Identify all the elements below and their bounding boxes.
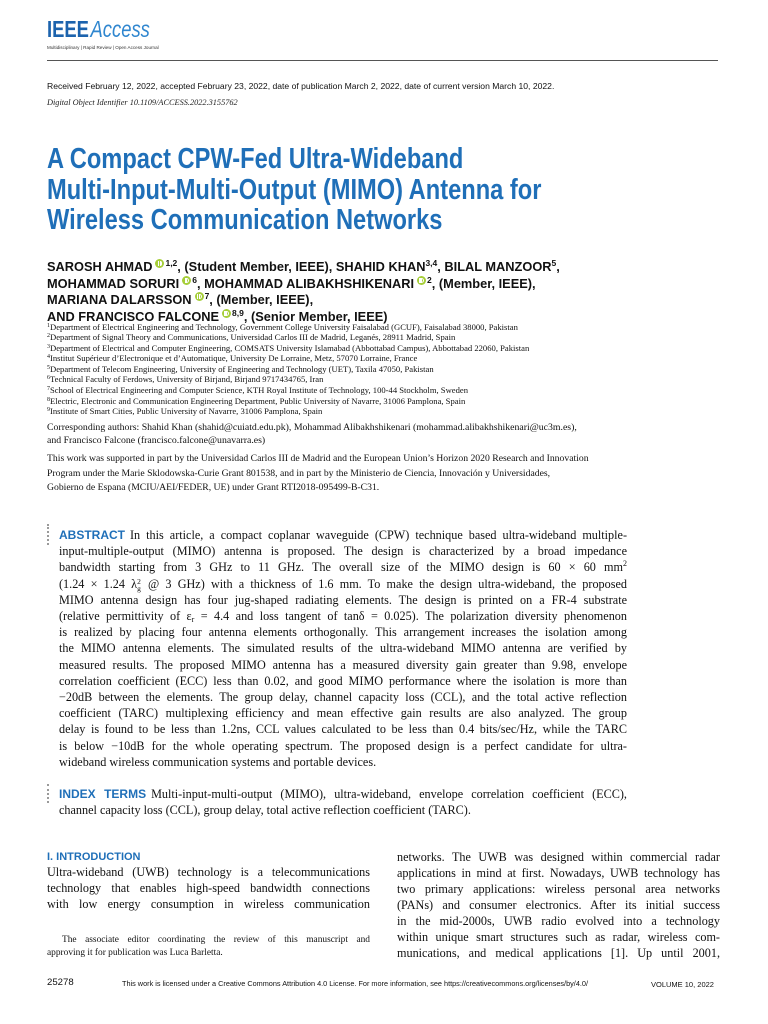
abstract-line [59,527,627,543]
body-line: munications, and medical applications [1]. Up until 2001, [397,946,720,960]
title-line: A Compact CPW-Fed Ultra-Wideband [47,143,464,175]
title-line: Wireless Communication Networks [47,204,443,236]
affiliation-item [47,374,529,385]
author-prefix: AND [47,308,79,324]
orcid-icon [155,259,164,268]
corresponding-line: and Francisco Falcone (francisco.falcone@unavarra.es) [47,434,266,446]
affiliation-item [47,396,529,407]
abstract-line: is realized by placing four antenna elements orthogonally. This arrangement increases the isolation among [59,625,627,640]
body-line: networks. The UWB was designed within commercial radar [397,850,720,864]
author-affiliation-marker: 3,4 [425,258,438,268]
body-line: applications in mind at first. Nowadays, UWB technology has [397,866,720,880]
author-affiliation-marker: 1,2 [165,258,178,268]
affiliation-number: 7 [47,386,50,393]
affiliation-text: Department of Electrical Engineering and Technology, Government College University Faisalabad (GCUF), Faisalabad 38000, Pakistan [50,321,518,332]
author-affiliation-marker: 6 [192,274,197,285]
affiliation-text: Department of Signal Theory and Communications, Universidad Carlos III de Madrid, Leganés, 28911 Madrid, Spain [50,332,456,343]
journal-tagline: Multidisciplinary | Rapid Review | Open Access Journal [47,45,159,50]
subscript: r [191,615,195,625]
abstract-line: input-multiple-output (MIMO) antenna is proposed. The design is characterized by a broad impedance [59,544,627,559]
body-line: within unique smart structures such as radar, wireless com- [397,930,720,944]
abstract-line: measured results. The proposed MIMO antenna has a measured diversity gain greater than 9.98, envelope [59,657,627,672]
index-terms-text: Multi-input-multi-output (MIMO), ultra-wideband, envelope correlation coefficient (ECC), [151,787,627,801]
section-heading: I. INTRODUCTION [47,851,141,863]
affiliation-text: Technical Faculty of Ferdows, University of Birjand, Birjand 9717434765, Iran [50,374,324,385]
author-separator: , [437,259,445,274]
affiliation-number: 5 [47,364,50,371]
author-separator: , [556,259,560,274]
left-column [47,864,370,912]
corresponding-authors [47,421,577,447]
affiliation-item [47,353,529,364]
abstract-text: In this article, a compact coplanar waveguide (CPW) technique based ultra-wideband multiple- [130,528,627,542]
body-line: technology that enables high-speed bandwidth connections [47,881,370,895]
affiliation-text: Institut Supérieur d’Electronique et d’Automatique, University De Lorraine, Metz, 57070 Lorraine, France [50,353,418,364]
abstract-label: ABSTRACT [59,528,125,542]
logo-access-text: Access [90,16,150,42]
footnote-line: approving it for publication was Luca Barletta. [47,947,223,958]
author-membership: , (Member, IEEE), [431,275,536,291]
affiliation-item [47,406,529,417]
affiliation-number: 4 [47,354,50,361]
header-rule [47,60,718,61]
orcid-icon [195,292,204,301]
doi-line: Digital Object Identifier 10.1109/ACCESS.2022.3155762 [47,98,238,107]
affiliation-text: Electric, Electronic and Communication Engineering Department, Public University of Navarre, 31006 Pamplona, Spain [50,395,466,406]
affiliation-number: 6 [47,375,50,382]
author-membership: , (Student Member, IEEE), [177,259,336,274]
received-dates: Received February 12, 2022, accepted February 23, 2022, date of publication March 2, 2022, date of current version March 10, 2022. [47,81,555,91]
abstract [59,527,627,770]
funding-line: Gobierno de Espana (MCIU/AEI/FEDER, UE) under Grant RTI2018-095499-B-C31. [47,482,380,493]
author-name: SHAHID KHAN [335,259,426,274]
index-terms [59,786,627,818]
paper-title [47,144,541,236]
author-line [47,259,560,276]
affiliation-item [47,343,529,354]
title-line: Multi-Input-Multi-Output (MIMO) Antenna for [47,173,542,206]
abstract-line: correlation coefficient (ECC) less than 0.02, and good MIMO performance where the isolation is more than [59,673,627,688]
author-name: SAROSH AHMAD [47,259,153,274]
abstract-marker [47,524,49,545]
abstract-line: MIMO antenna design has four jug-shaped radiating elements. The design is printed on a FR-4 substrate [59,592,627,607]
abstract-line [59,608,627,624]
author-name: MOHAMMAD SORURI [47,275,180,291]
abstract-line: −20dB between the elements. The group delay, channel capacity loss (CCL), and the total active reflection [59,690,627,705]
affiliation-number: 2 [47,333,50,340]
author-name: BILAL MANZOOR [444,259,552,274]
author-line [47,292,560,309]
abstract-text: bandwidth starting from 3 GHz to 11 GHz. The overall size of the MIMO design is 60 × 60 mm [59,560,623,575]
index-terms-marker [47,784,49,803]
corresponding-line: Corresponding authors: Shahid Khan (shahid@cuiatd.edu.pk), Mohammad Alibakhshikenari (mohammad.alibakhshikenari@uc3m.es), [47,421,577,433]
abstract-line: coefficient (TARC) multiplexing efficiency and mean effective gain results are also analyzed. The group [59,706,627,721]
abstract-line: wideband wireless communication systems and portable devices. [59,754,377,769]
author-name: MARIANA DALARSSON [47,292,192,307]
affiliation-item [47,322,529,333]
logo-ieee-text: IEEE [47,16,89,42]
subscript: g [137,583,141,593]
body-line: two primary applications: wireless personal area networks [397,882,720,896]
affiliation-text: School of Electrical Engineering and Computer Science, KTH Royal Institute of Technology, 100-44 Stockholm, Sweden [50,385,469,396]
abstract-text: (1.24 × 1.24 λ [59,576,138,591]
orcid-icon [182,276,191,285]
affiliation-text: Department of Electrical and Computer Engineering, COMSATS University Islamabad (Abbottabad Campus), Abbottabad 22060, Pakistan [50,342,530,353]
abstract-line: delay is found to be less than 1.2ns, CCL values calculated to be less than 0.4 bits/sec/Hz, while the TARC [59,722,627,737]
author-list [47,259,560,325]
superscript: 2 [623,559,627,569]
affiliation-number: 1 [47,322,50,329]
affiliation-text: Department of Telecom Engineering, University of Engineering and Technology (UET), Taxila 47050, Pakistan [50,363,434,374]
orcid-icon [417,276,426,285]
author-separator: , [196,275,205,291]
abstract-line [59,576,627,592]
license-notice: This work is licensed under a Creative Commons Attribution 4.0 License. For more information, see https://creativecommons.org/licenses/by/4.0/ [122,979,588,988]
affiliation-number: 3 [47,343,50,350]
orcid-icon [222,309,231,318]
affiliation-number: 8 [47,396,50,403]
abstract-text: @ 3 GHz) with a thickness of 1.6 mm. To make the design ultra-wideband, the proposed [141,576,627,591]
right-column [397,849,720,961]
index-terms-line: channel capacity loss (CCL), group delay, total active reflection coefficient (TARC). [59,803,471,817]
body-line: in the mid-2000s, UWB radio evolved into a technology [397,914,720,928]
index-terms-label: INDEX TERMS [59,787,147,801]
abstract-line: is below −10dB for the whole operating spectrum. The proposed design is a perfect candidate for ultra- [59,738,627,753]
abstract-text: (relative permittivity of ε [59,609,192,624]
body-line: Ultra-wideband (UWB) technology is a telecommunications [47,865,370,879]
body-line: (PANs) and consumer electronics. After its initial success [397,898,720,912]
body-line: with low energy consumption in wireless communication [47,897,370,911]
author-affiliation-marker: 8,9 [232,307,244,318]
author-affiliation-marker: 7 [204,291,210,301]
funding-line: This work was supported in part by the Universidad Carlos III de Madrid and the European Union’s Horizon 2020 Research and Innovation [47,453,589,464]
journal-logo [47,16,150,46]
affiliation-item [47,332,529,343]
affiliation-list [47,322,529,417]
author-name: MOHAMMAD ALIBAKHSHIKENARI [204,275,415,291]
index-terms-line [59,786,627,802]
author-membership: , (Member, IEEE), [209,292,314,307]
affiliation-number: 9 [47,407,50,414]
funding-note [47,452,589,496]
abstract-text: = 4.4 and loss tangent of tanδ = 0.025). The polarization diversity phenomenon [194,609,627,624]
affiliation-text: Institute of Smart Cities, Public University of Navarre, 31006 Pamplona, Spain [50,406,323,417]
superscript: 2 [137,576,141,586]
author-affiliation-marker: 2 [427,274,432,285]
volume-label: VOLUME 10, 2022 [651,980,714,989]
lambda-index-stack [137,578,141,592]
author-name: FRANCISCO FALCONE [78,308,220,324]
abstract-line: the MIMO antenna elements. The simulated results of the ultra-wideband MIMO antenna are verified by [59,641,627,656]
author-line [47,276,560,293]
affiliation-item [47,385,529,396]
affiliation-item [47,364,529,375]
author-affiliation-marker: 5 [551,258,557,268]
author-membership: , (Senior Member, IEEE) [243,308,388,324]
page-number: 25278 [47,977,74,988]
footnote-line: The associate editor coordinating the review of this manuscript and [62,934,370,945]
funding-line: Program under the Marie Sklodowska-Curie Grant 801538, and in part by the Ministerio de Ciencia, Innovación y Universidades, [47,467,551,479]
footnote [47,934,370,960]
abstract-line [59,559,627,575]
